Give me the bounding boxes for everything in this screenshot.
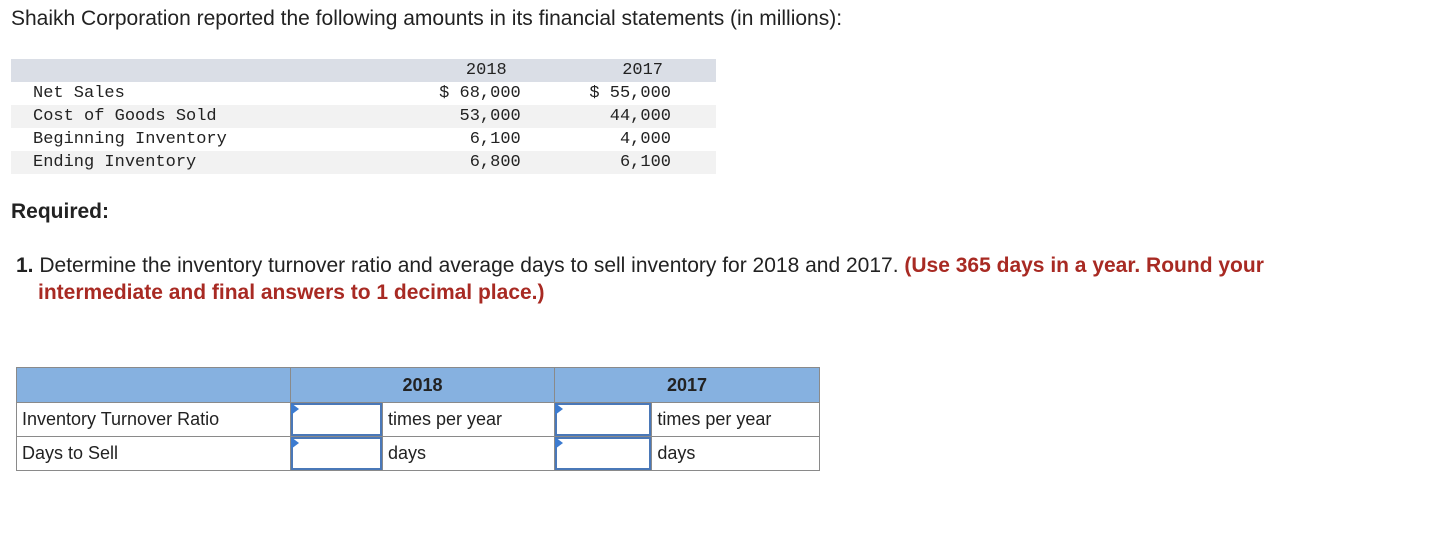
answer-header-blank <box>17 368 291 403</box>
row-label: Cost of Goods Sold <box>33 107 217 126</box>
days-2017-input[interactable] <box>555 437 651 470</box>
value-2017: 44,000 <box>609 107 671 126</box>
financial-header-2017: 2017 <box>622 61 663 80</box>
financial-header-blank <box>11 59 364 82</box>
question-number: 1. <box>16 254 34 277</box>
days-2018-input[interactable] <box>291 437 382 470</box>
question-text: Determine the inventory turnover ratio and average days to sell inventory for 2018 and 2017. <box>39 254 899 277</box>
value-2017: 4,000 <box>619 130 671 149</box>
answer-grid <box>16 367 820 471</box>
financial-header-row <box>11 59 716 82</box>
value-2018: 53,000 <box>459 107 521 126</box>
financial-header-2018: 2018 <box>465 61 507 80</box>
input-marker-icon <box>555 403 563 415</box>
question-1 <box>16 252 1426 306</box>
row-label: Ending Inventory <box>33 153 197 172</box>
answer-row-turnover <box>17 403 820 437</box>
table-row <box>11 151 716 174</box>
turnover-2017-cell <box>555 403 652 437</box>
input-marker-icon <box>291 437 299 449</box>
intro-text: Shaikh Corporation reported the following amounts in its financial statements (in millions): <box>11 7 843 30</box>
unit-label: days <box>652 437 820 471</box>
turnover-2018-cell <box>291 403 383 437</box>
answer-header-2017: 2017 <box>555 368 820 403</box>
turnover-2017-input[interactable] <box>555 403 651 436</box>
row-label: Inventory Turnover Ratio <box>17 403 291 437</box>
question-note-line1: (Use 365 days in a year. Round your <box>904 254 1264 277</box>
value-2017: $ 55,000 <box>589 84 671 103</box>
question-note-line2: intermediate and final answers to 1 decimal place.) <box>38 281 545 304</box>
table-row <box>11 105 716 128</box>
table-row <box>11 82 716 105</box>
turnover-2018-input[interactable] <box>291 403 382 436</box>
input-marker-icon <box>555 437 563 449</box>
answer-header-2018: 2018 <box>291 368 555 403</box>
row-label: Beginning Inventory <box>33 130 227 149</box>
unit-label: times per year <box>652 403 820 437</box>
value-2017: 6,100 <box>619 153 671 172</box>
unit-label: times per year <box>383 403 555 437</box>
row-label: Days to Sell <box>17 437 291 471</box>
answer-header-row <box>17 368 820 403</box>
unit-label: days <box>383 437 555 471</box>
required-heading: Required: <box>11 200 110 223</box>
input-marker-icon <box>291 403 299 415</box>
value-2018: 6,100 <box>469 130 521 149</box>
days-2017-cell <box>555 437 652 471</box>
financial-data-table <box>11 59 716 174</box>
answer-row-days <box>17 437 820 471</box>
days-2018-cell <box>291 437 383 471</box>
table-row <box>11 128 716 151</box>
value-2018: 6,800 <box>469 153 521 172</box>
row-label: Net Sales <box>33 84 125 103</box>
value-2018: $ 68,000 <box>439 84 521 103</box>
